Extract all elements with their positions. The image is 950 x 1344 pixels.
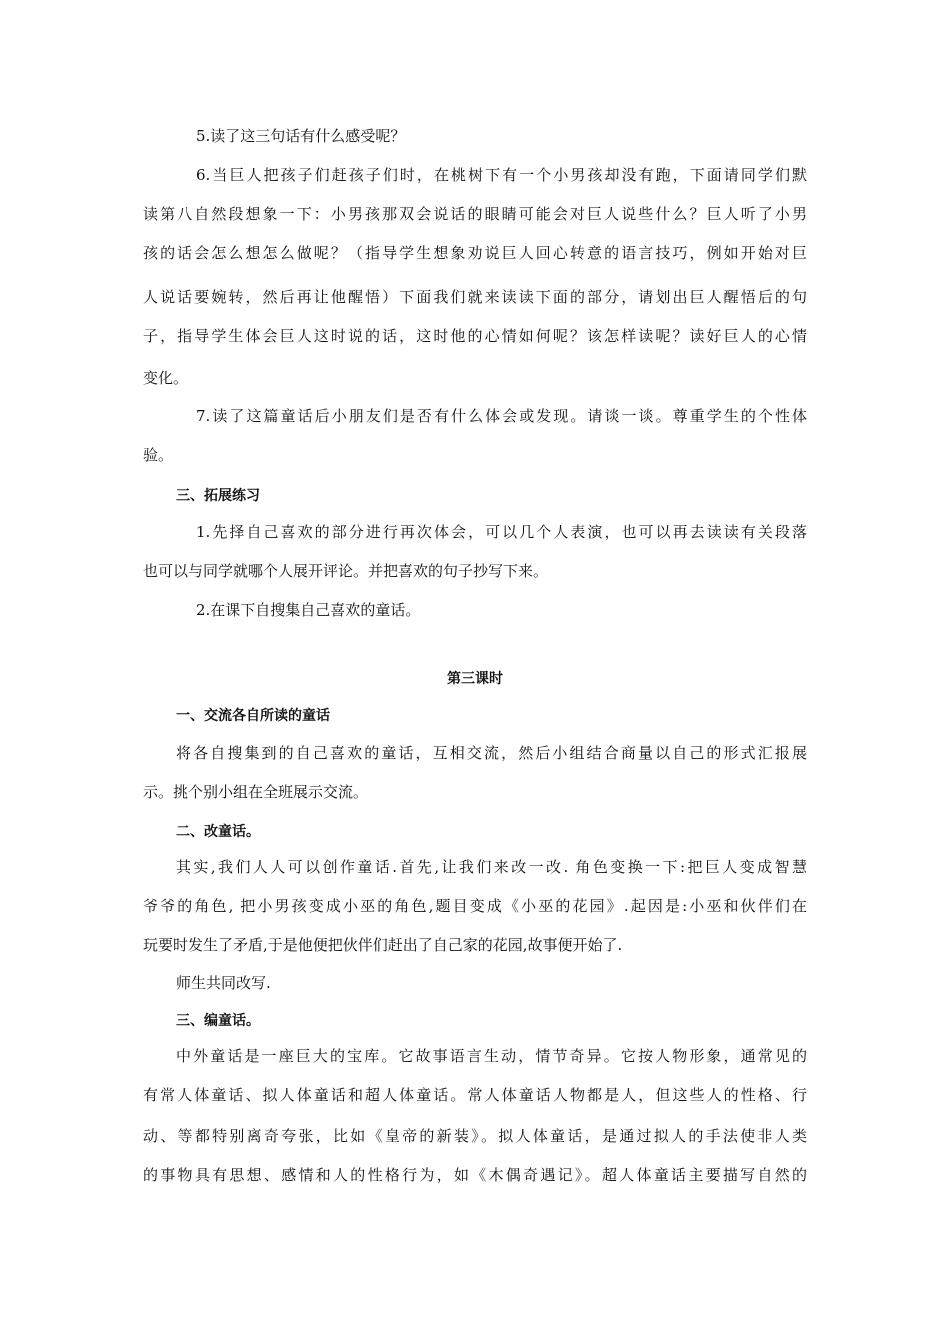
- paragraph-line: 5.读了这三句话有什么感受呢？: [196, 127, 406, 145]
- paragraph-line: 变化。: [143, 369, 189, 387]
- paragraph-line: 7.读了这篇童话后小朋友们是否有什么体会或发现。请谈一谈。尊重学生的个性体: [196, 407, 807, 425]
- paragraph-line: 玩要时发生了矛盾,于是他便把伙伴们赶出了自己家的花园,故事便开始了.: [143, 936, 623, 954]
- paragraph-line: 孩的话会怎么想怎么做呢？（指导学生想象劝说巨人回心转意的语言技巧，例如开始对巨: [143, 244, 807, 262]
- paragraph-line: 师生共同改写.: [176, 974, 271, 992]
- paragraph-line: 6.当巨人把孩子们赶孩子们时，在桃树下有一个小男孩却没有跑，下面请同学们默: [196, 166, 807, 184]
- paragraph-line: 1.先择自己喜欢的部分进行再次体会，可以几个人表演，也可以再去读读有关段落: [196, 523, 807, 541]
- paragraph-line: 的事物具有思想、感情和人的性格行为，如《木偶奇遇记》。超人体童话主要描写自然的: [143, 1166, 807, 1184]
- paragraph-line: 动、等都特别离奇夸张，比如《皇帝的新装》。拟人体童话，是通过拟人的手法使非人类: [143, 1127, 807, 1145]
- paragraph-line: 也可以与同学就哪个人展开评论。并把喜欢的句子抄写下来。: [143, 562, 549, 580]
- paragraph-line: 子，指导学生体会巨人这时说的话，这时他的心情如何呢？该怎样读呢？读好巨人的心情: [143, 327, 807, 345]
- section-heading: 三、编童话。: [176, 1013, 260, 1029]
- lesson-title: 第三课时: [447, 671, 503, 687]
- paragraph-line: 其实,我们人人可以创作童话.首先,让我们来改一改. 角色变换一下:把巨人变成智慧: [176, 858, 807, 876]
- paragraph-line: 人说话要婉转，然后再让他醒悟）下面我们就来读读下面的部分，请划出巨人醒悟后的句: [143, 288, 807, 306]
- paragraph-line: 验。: [143, 446, 174, 464]
- paragraph-line: 读第八自然段想象一下：小男孩那双会说话的眼睛可能会对巨人说些什么？巨人听了小男: [143, 205, 807, 223]
- paragraph-line: 中外童话是一座巨大的宝库。它故事语言生动，情节奇异。它按人物形象，通常见的: [176, 1047, 807, 1065]
- section-heading: 二、改童话。: [176, 824, 260, 840]
- paragraph-line: 有常人体童话、拟人体童话和超人体童话。常人体童话人物都是人，但这些人的性格、行: [143, 1086, 807, 1104]
- section-heading: 三、拓展练习: [176, 488, 260, 504]
- paragraph-line: 爷爷的角色, 把小男孩变成小巫的角色,题目变成《小巫的花园》.起因是:小巫和伙伴们在: [143, 897, 807, 915]
- paragraph-line: 将各自搜集到的自己喜欢的童话，互相交流，然后小组结合商量以自己的形式汇报展: [176, 744, 807, 762]
- paragraph-line: 示。挑个别小组在全班展示交流。: [143, 783, 369, 801]
- paragraph-line: 2.在课下自搜集自己喜欢的童话。: [196, 601, 421, 619]
- section-heading: 一、交流各自所读的童话: [176, 708, 330, 724]
